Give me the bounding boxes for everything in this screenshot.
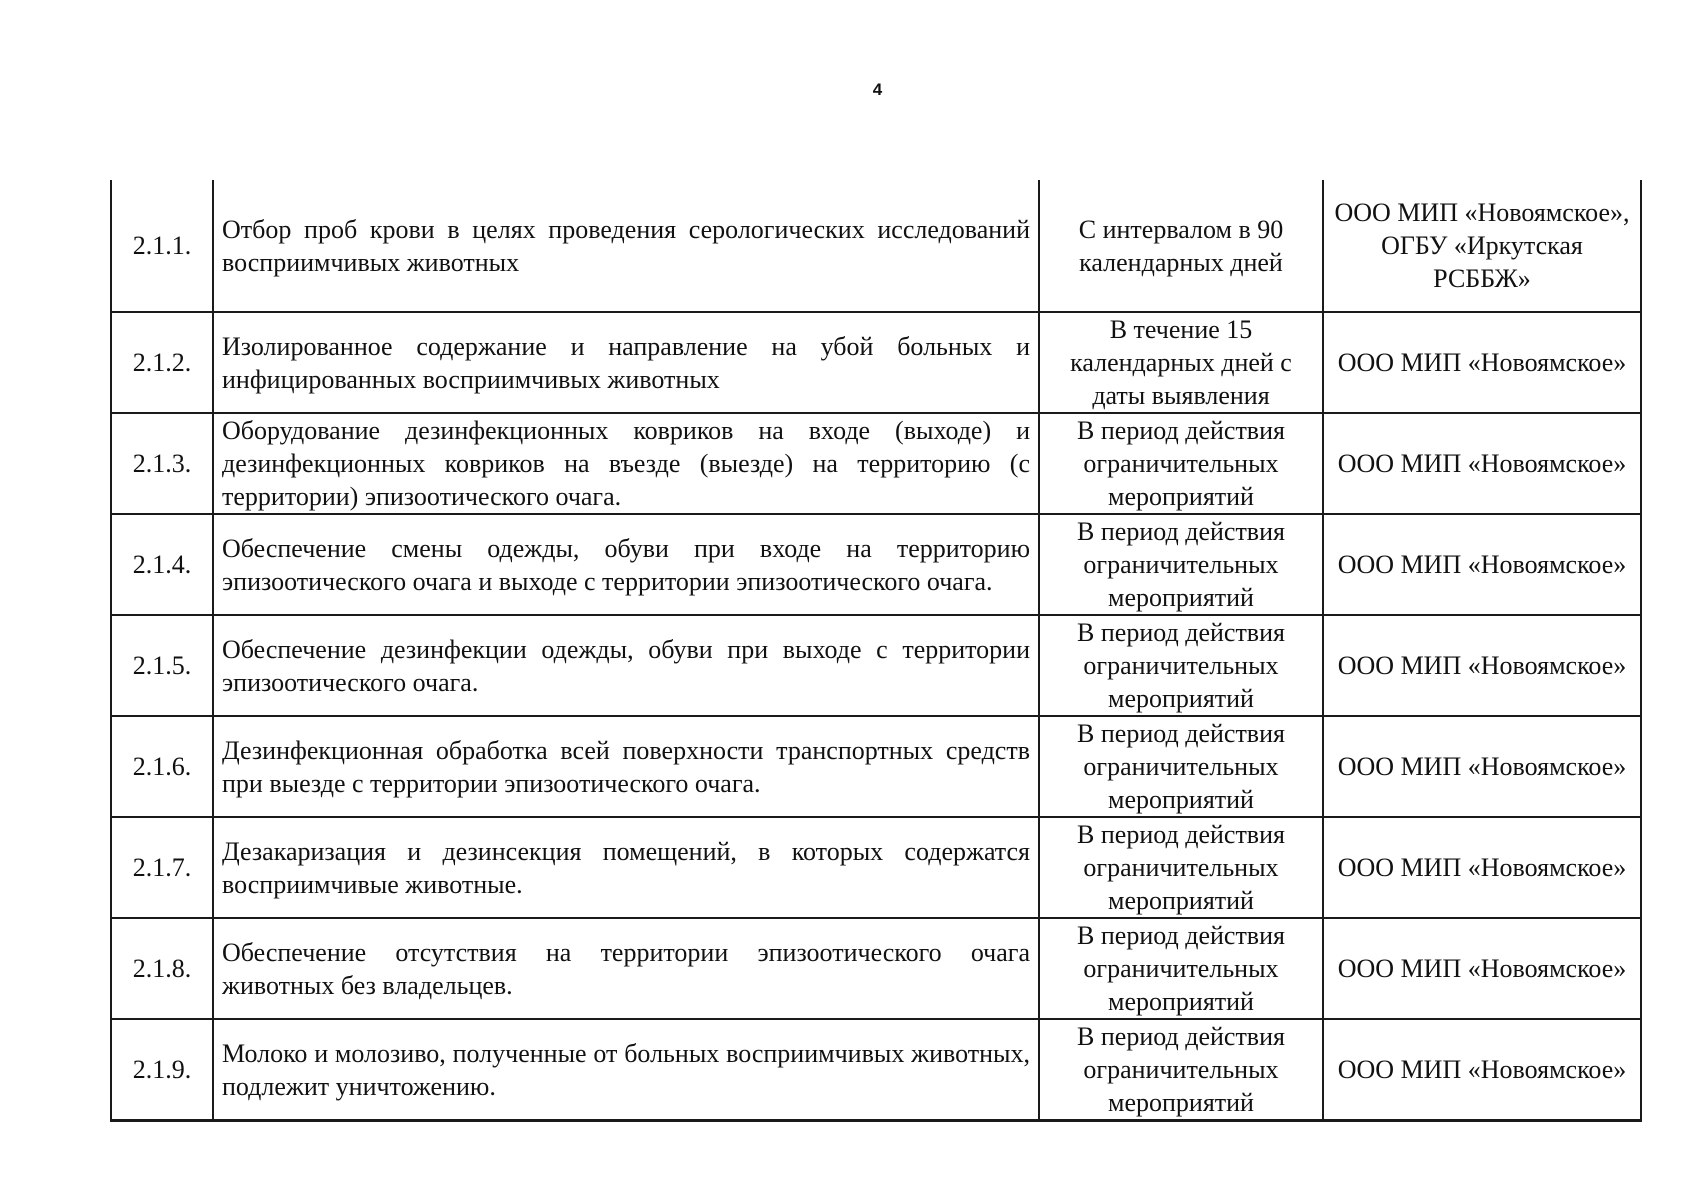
- row-number-cell: 2.1.7.: [111, 817, 213, 918]
- responsible-cell: ООО МИП «Новоямское»: [1323, 817, 1641, 918]
- measure-cell: Дезинфекционная обработка всей поверхности транспортных средств при выезде с территории эпизоотического очага.: [213, 716, 1039, 817]
- measure-cell: Обеспечение смены одежды, обуви при входе на территорию эпизоотического очага и выходе с территории эпизоотического очага.: [213, 514, 1039, 615]
- responsible-cell: ООО МИП «Новоямское»: [1323, 1019, 1641, 1121]
- row-number-cell: 2.1.6.: [111, 716, 213, 817]
- measures-table: [110, 180, 1642, 1122]
- table-row: [111, 312, 1641, 413]
- table-row: [111, 615, 1641, 716]
- term-cell: В период действия ограничительных мероприятий: [1039, 817, 1323, 918]
- measure-cell: Обеспечение дезинфекции одежды, обуви при выходе с территории эпизоотического очага.: [213, 615, 1039, 716]
- term-cell: В период действия ограничительных мероприятий: [1039, 716, 1323, 817]
- page-number: 4: [872, 80, 883, 99]
- table-row: [111, 716, 1641, 817]
- table-row: [111, 413, 1641, 514]
- measure-cell: Оборудование дезинфекционных ковриков на входе (выходе) и дезинфекционных ковриков на въезде (выезде) на территорию (с территории) эпизоотического очага.: [213, 413, 1039, 514]
- term-cell: В период действия ограничительных мероприятий: [1039, 514, 1323, 615]
- measure-cell: Молоко и молозиво, полученные от больных восприимчивых животных, подлежит уничтожению.: [213, 1019, 1039, 1121]
- row-number-cell: 2.1.5.: [111, 615, 213, 716]
- responsible-cell: ООО МИП «Новоямское»: [1323, 615, 1641, 716]
- table-row: [111, 918, 1641, 1019]
- measure-cell: Дезакаризация и дезинсекция помещений, в которых содержатся восприимчивые животные.: [213, 817, 1039, 918]
- responsible-cell: ООО МИП «Новоямское»: [1323, 312, 1641, 413]
- row-number-cell: 2.1.2.: [111, 312, 213, 413]
- measure-cell: Обеспечение отсутствия на территории эпизоотического очага животных без владельцев.: [213, 918, 1039, 1019]
- responsible-cell: ООО МИП «Новоямское»: [1323, 918, 1641, 1019]
- table-row: [111, 180, 1641, 312]
- row-number-cell: 2.1.4.: [111, 514, 213, 615]
- responsible-cell: ООО МИП «Новоямское»: [1323, 413, 1641, 514]
- responsible-cell: ООО МИП «Новоямское»: [1323, 514, 1641, 615]
- responsible-cell: ООО МИП «Новоямское», ОГБУ «Иркутская РСББЖ»: [1323, 180, 1641, 312]
- term-cell: В период действия ограничительных мероприятий: [1039, 413, 1323, 514]
- term-cell: В течение 15 календарных дней с даты выявления: [1039, 312, 1323, 413]
- row-number-cell: 2.1.8.: [111, 918, 213, 1019]
- row-number-cell: 2.1.1.: [111, 180, 213, 312]
- measure-cell: Изолированное содержание и направление на убой больных и инфицированных восприимчивых животных: [213, 312, 1039, 413]
- table-row: [111, 514, 1641, 615]
- responsible-cell: ООО МИП «Новоямское»: [1323, 716, 1641, 817]
- term-cell: В период действия ограничительных мероприятий: [1039, 918, 1323, 1019]
- row-number-cell: 2.1.3.: [111, 413, 213, 514]
- table-row: [111, 1019, 1641, 1121]
- term-cell: С интервалом в 90 календарных дней: [1039, 180, 1323, 312]
- row-number-cell: 2.1.9.: [111, 1019, 213, 1121]
- term-cell: В период действия ограничительных мероприятий: [1039, 615, 1323, 716]
- measure-cell: Отбор проб крови в целях проведения серологических исследований восприимчивых животных: [213, 180, 1039, 312]
- table-row: [111, 817, 1641, 918]
- term-cell: В период действия ограничительных мероприятий: [1039, 1019, 1323, 1121]
